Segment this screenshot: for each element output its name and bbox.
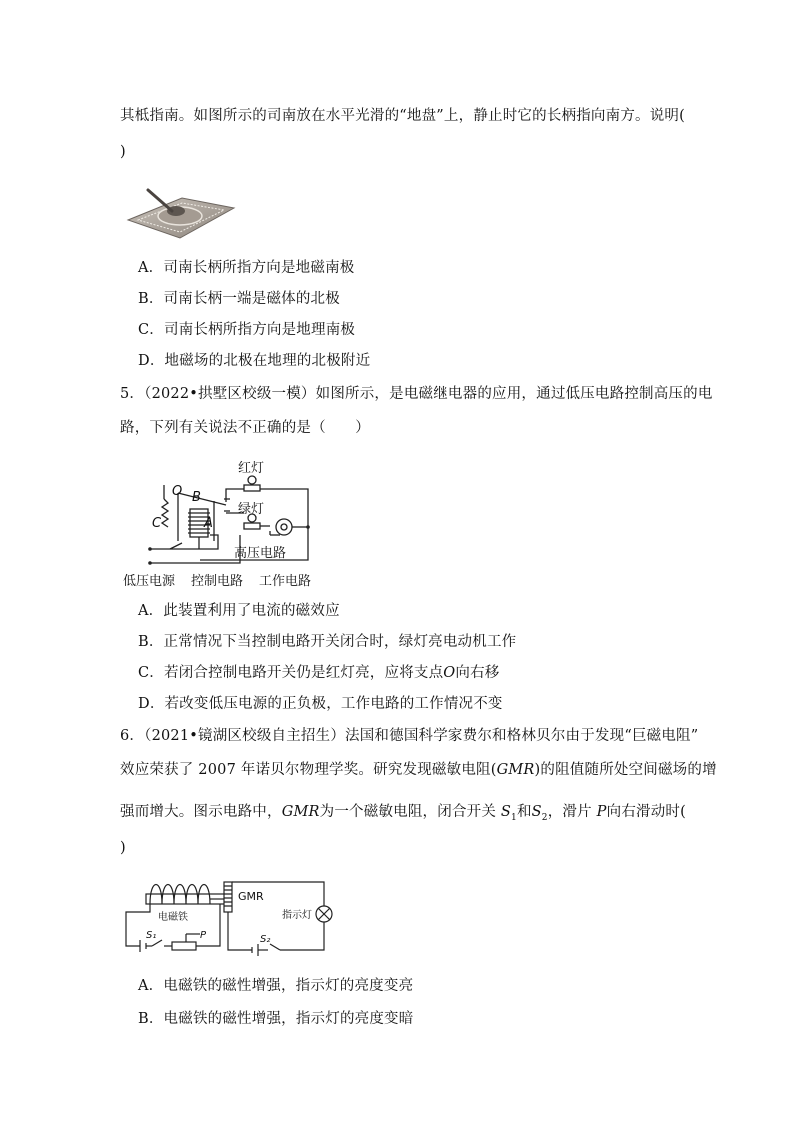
relay-circuit-figure xyxy=(120,455,350,590)
q4-option-d: D．地磁场的北极在地理的北极附近 xyxy=(138,353,371,369)
q6-option-b: B．电磁铁的磁性增强，指示灯的亮度变暗 xyxy=(138,1011,414,1027)
caption-work-circuit: 工作电路 xyxy=(259,574,312,589)
gmr-circuit-figure xyxy=(120,876,335,956)
label-P: P xyxy=(200,930,207,941)
q5-option-a: A．此装置利用了电流的磁效应 xyxy=(138,603,340,619)
label-electromagnet: 电磁铁 xyxy=(158,912,188,923)
q6-option-a: A．电磁铁的磁性增强，指示灯的亮度变亮 xyxy=(138,978,414,994)
q4-option-c: C．司南长柄所指方向是地理南极 xyxy=(138,322,356,338)
q6-stem-line3: 强而增大。图示电路中，GMR为一个磁敏电阻，闭合开关 $S_1$和$S_2$，滑片 P向右滑动时( xyxy=(120,804,686,823)
q5-option-b: B．正常情况下当控制电路开关闭合时，绿灯亮电动机工作 xyxy=(138,634,517,650)
sinan-compass-image xyxy=(120,178,240,244)
label-S2: S₂ xyxy=(260,934,271,945)
label-high-voltage: 高压电路 xyxy=(234,546,287,561)
q6-stem-line4: ) xyxy=(120,840,126,856)
q4-option-a: A．司南长柄所指方向是地磁南极 xyxy=(138,260,355,276)
label-O: O xyxy=(172,484,183,499)
label-C: C xyxy=(152,516,162,531)
q6-stem-line1: 6．（2021•镜湖区校级自主招生）法国和德国科学家费尔和格林贝尔由于发现“巨磁电阻” xyxy=(120,728,699,744)
label-S1: S₁ xyxy=(146,930,157,941)
label-gmr: GMR xyxy=(238,890,264,903)
q4-option-b: B．司南长柄一端是磁体的北极 xyxy=(138,291,340,307)
q5-stem-line2: 路，下列有关说法不正确的是（ ） xyxy=(120,420,370,436)
q5-option-d: D．若改变低压电源的正负极，工作电路的工作情况不变 xyxy=(138,696,503,712)
label-indicator-lamp: 指示灯 xyxy=(282,910,312,921)
q6-stem-line2: 效应荣获了 2007 年诺贝尔物理学奖。研究发现磁敏电阻(GMR)的阻值随所处空间磁场的增 xyxy=(120,762,717,778)
q5-option-c: C．若闭合控制电路开关仍是红灯亮，应将支点O向右移 xyxy=(138,665,500,681)
q4-stem-line2: ) xyxy=(120,144,126,160)
label-green-lamp: 绿灯 xyxy=(238,502,265,517)
label-red-lamp: 红灯 xyxy=(238,461,265,476)
q5-stem-line1: 5．（2022•拱墅区校级一模）如图所示，是电磁继电器的应用，通过低压电路控制高压的电 xyxy=(120,386,713,402)
caption-control-circuit: 控制电路 xyxy=(191,574,244,589)
q4-stem-line1: 其柢指南。如图所示的司南放在水平光滑的“地盘”上，静止时它的长柄指向南方。说明( xyxy=(120,108,685,124)
label-B: B xyxy=(192,490,201,505)
caption-low-voltage-source: 低压电源 xyxy=(123,574,176,589)
label-A: A xyxy=(204,516,213,531)
